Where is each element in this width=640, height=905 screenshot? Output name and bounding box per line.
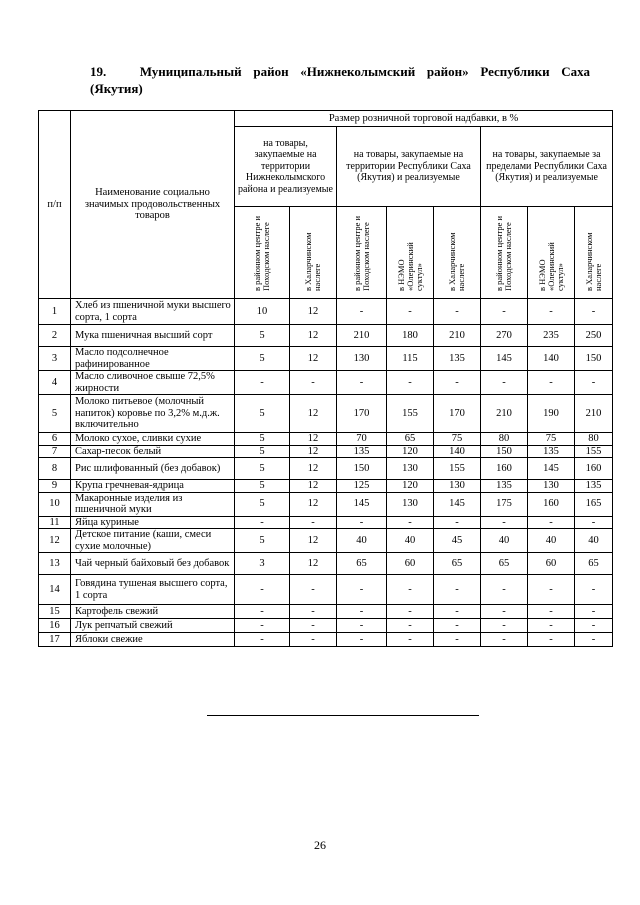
markup-value: - bbox=[337, 619, 387, 633]
product-name: Масло сливочное свыше 72,5% жирности bbox=[71, 371, 235, 395]
row-number: 8 bbox=[39, 458, 71, 480]
markup-value: 115 bbox=[387, 347, 434, 371]
product-name: Сахар-песок белый bbox=[71, 445, 235, 458]
product-name: Молоко питьевое (молочный напиток) коровье по 3,2% м.д.ж. включительно bbox=[71, 395, 235, 433]
markup-value: - bbox=[575, 299, 613, 325]
table-row bbox=[39, 605, 613, 619]
markup-value: - bbox=[235, 633, 290, 647]
markup-value: 5 bbox=[235, 445, 290, 458]
markup-value: - bbox=[481, 575, 528, 605]
subcol-header bbox=[235, 207, 290, 299]
subcol-header bbox=[434, 207, 481, 299]
markup-value: - bbox=[387, 575, 434, 605]
group-header-outside: на товары, закупаемые за пределами Республики Саха (Якутия) и реализуемые bbox=[481, 127, 613, 207]
row-number: 2 bbox=[39, 325, 71, 347]
markup-value: 40 bbox=[387, 529, 434, 553]
markup-value: 75 bbox=[434, 433, 481, 446]
markup-value: - bbox=[290, 575, 337, 605]
markup-value: - bbox=[575, 633, 613, 647]
subcol-header-label: в Халарчинском наслеге bbox=[303, 232, 322, 291]
markup-value: 150 bbox=[337, 458, 387, 480]
row-number: 10 bbox=[39, 492, 71, 516]
markup-value: 5 bbox=[235, 480, 290, 493]
markup-value: 160 bbox=[528, 492, 575, 516]
markup-value: 160 bbox=[575, 458, 613, 480]
markup-value: - bbox=[434, 371, 481, 395]
markup-value: - bbox=[528, 299, 575, 325]
heading-word: Муниципальный bbox=[139, 64, 242, 79]
markup-value: 130 bbox=[387, 458, 434, 480]
markup-value: - bbox=[337, 371, 387, 395]
markup-value: - bbox=[337, 516, 387, 529]
markup-value: 210 bbox=[481, 395, 528, 433]
markup-value: 65 bbox=[434, 553, 481, 575]
subcol-header bbox=[575, 207, 613, 299]
table-row bbox=[39, 553, 613, 575]
markup-value: - bbox=[434, 633, 481, 647]
markup-value: 145 bbox=[528, 458, 575, 480]
markup-value: 12 bbox=[290, 492, 337, 516]
markup-value: 65 bbox=[387, 433, 434, 446]
markup-value: 155 bbox=[387, 395, 434, 433]
table-row bbox=[39, 395, 613, 433]
markup-value: - bbox=[434, 299, 481, 325]
markup-value: 170 bbox=[337, 395, 387, 433]
subcol-header-label: в Халарчинском наслеге bbox=[583, 232, 603, 291]
markup-value: 140 bbox=[528, 347, 575, 371]
markup-value: - bbox=[481, 371, 528, 395]
heading-word: район» bbox=[426, 64, 469, 79]
markup-value: - bbox=[337, 633, 387, 647]
markup-value: - bbox=[481, 299, 528, 325]
table-row bbox=[39, 516, 613, 529]
table-row bbox=[39, 619, 613, 633]
markup-value: - bbox=[575, 516, 613, 529]
row-number: 11 bbox=[39, 516, 71, 529]
markup-value: 145 bbox=[481, 347, 528, 371]
row-number: 5 bbox=[39, 395, 71, 433]
product-name: Хлеб из пшеничной муки высшего сорта, 1 сорта bbox=[71, 299, 235, 325]
product-name: Крупа гречневая-ядрица bbox=[71, 480, 235, 493]
markup-value: 130 bbox=[337, 347, 387, 371]
product-name: Лук репчатый свежий bbox=[71, 619, 235, 633]
markup-value: - bbox=[481, 619, 528, 633]
table-row bbox=[39, 633, 613, 647]
markup-value: 270 bbox=[481, 325, 528, 347]
row-number: 17 bbox=[39, 633, 71, 647]
markup-value: - bbox=[528, 516, 575, 529]
subcol-header-label: в районном центре и Походском наслеге bbox=[351, 215, 371, 291]
markup-value: 155 bbox=[434, 458, 481, 480]
markup-value: 135 bbox=[434, 347, 481, 371]
markup-value: 12 bbox=[290, 480, 337, 493]
table-row bbox=[39, 480, 613, 493]
col-name-header: Наименование социально значимых продовольственных товаров bbox=[71, 111, 235, 299]
markup-value: 165 bbox=[575, 492, 613, 516]
markup-value: 12 bbox=[290, 299, 337, 325]
product-name: Говядина тушеная высшего сорта, 1 сорта bbox=[71, 575, 235, 605]
markup-value: - bbox=[290, 371, 337, 395]
subcol-header-label: в районном центре и Походском наслеге bbox=[252, 215, 271, 291]
markup-value: 150 bbox=[481, 445, 528, 458]
markup-value: 80 bbox=[575, 433, 613, 446]
markup-value: 120 bbox=[387, 445, 434, 458]
markup-value: 70 bbox=[337, 433, 387, 446]
markup-value: 65 bbox=[337, 553, 387, 575]
markup-value: 130 bbox=[434, 480, 481, 493]
markup-value: 180 bbox=[387, 325, 434, 347]
markup-value: 12 bbox=[290, 458, 337, 480]
markup-value: 3 bbox=[235, 553, 290, 575]
markup-value: 12 bbox=[290, 529, 337, 553]
row-number: 6 bbox=[39, 433, 71, 446]
row-number: 9 bbox=[39, 480, 71, 493]
markup-value: - bbox=[434, 619, 481, 633]
subcol-header-label: в районном центре и Походском наслеге bbox=[494, 215, 513, 291]
markup-value: - bbox=[528, 575, 575, 605]
markup-value: 130 bbox=[528, 480, 575, 493]
row-number: 3 bbox=[39, 347, 71, 371]
table-row bbox=[39, 325, 613, 347]
markup-value: 65 bbox=[481, 553, 528, 575]
markup-value: 40 bbox=[337, 529, 387, 553]
product-name: Детское питание (каши, смеси сухие молочные) bbox=[71, 529, 235, 553]
table-row bbox=[39, 492, 613, 516]
markup-value: 190 bbox=[528, 395, 575, 433]
markup-value: - bbox=[481, 633, 528, 647]
markup-value: 125 bbox=[337, 480, 387, 493]
markup-value: - bbox=[235, 605, 290, 619]
markup-value: 75 bbox=[528, 433, 575, 446]
markup-value: 5 bbox=[235, 529, 290, 553]
section-heading bbox=[90, 63, 590, 97]
markup-value: - bbox=[337, 605, 387, 619]
table-row bbox=[39, 529, 613, 553]
markup-value: 5 bbox=[235, 433, 290, 446]
markup-value: 5 bbox=[235, 347, 290, 371]
product-name: Рис шлифованный (без добавок) bbox=[71, 458, 235, 480]
markup-value: 145 bbox=[337, 492, 387, 516]
markup-value: - bbox=[434, 575, 481, 605]
markup-value: 130 bbox=[387, 492, 434, 516]
markup-value: - bbox=[235, 371, 290, 395]
markup-value: - bbox=[337, 299, 387, 325]
product-name: Чай черный байховый без добавок bbox=[71, 553, 235, 575]
markup-value: - bbox=[575, 371, 613, 395]
table-row bbox=[39, 445, 613, 458]
page-number: 26 bbox=[314, 838, 326, 852]
product-name: Яйца куриные bbox=[71, 516, 235, 529]
markup-value: 145 bbox=[434, 492, 481, 516]
markup-value: - bbox=[387, 605, 434, 619]
markup-value: - bbox=[528, 619, 575, 633]
subcol-header bbox=[290, 207, 337, 299]
markup-value: - bbox=[481, 605, 528, 619]
markup-value: - bbox=[290, 516, 337, 529]
subcol-header bbox=[337, 207, 387, 299]
markup-value: 40 bbox=[481, 529, 528, 553]
markup-value: 210 bbox=[337, 325, 387, 347]
markup-value: 135 bbox=[575, 480, 613, 493]
markup-value: - bbox=[575, 619, 613, 633]
subcol-header bbox=[387, 207, 434, 299]
markup-value: 12 bbox=[290, 553, 337, 575]
subcol-header bbox=[481, 207, 528, 299]
row-number: 13 bbox=[39, 553, 71, 575]
markup-value: 60 bbox=[528, 553, 575, 575]
markup-value: 235 bbox=[528, 325, 575, 347]
markup-value: - bbox=[387, 299, 434, 325]
page-divider bbox=[207, 715, 479, 716]
table-row bbox=[39, 347, 613, 371]
table-row bbox=[39, 433, 613, 446]
markup-value: 135 bbox=[337, 445, 387, 458]
markup-value: - bbox=[434, 605, 481, 619]
subcol-header bbox=[528, 207, 575, 299]
markup-value: 5 bbox=[235, 325, 290, 347]
section-heading-line2: (Якутия) bbox=[90, 81, 143, 96]
subcol-header-label: в НЭМО «Олеринский суктул» bbox=[395, 241, 424, 291]
markup-value: 155 bbox=[575, 445, 613, 458]
markup-value: 150 bbox=[575, 347, 613, 371]
markup-value: - bbox=[575, 575, 613, 605]
markup-value: 5 bbox=[235, 458, 290, 480]
markup-value: 12 bbox=[290, 445, 337, 458]
product-name: Мука пшеничная высший сорт bbox=[71, 325, 235, 347]
markup-value: 12 bbox=[290, 325, 337, 347]
markup-value: 5 bbox=[235, 492, 290, 516]
heading-word: «Нижнеколымский bbox=[300, 64, 416, 79]
markup-value: 5 bbox=[235, 395, 290, 433]
product-name: Молоко сухое, сливки сухие bbox=[71, 433, 235, 446]
markup-value: - bbox=[387, 371, 434, 395]
row-number: 14 bbox=[39, 575, 71, 605]
markup-value: 250 bbox=[575, 325, 613, 347]
markup-value: 140 bbox=[434, 445, 481, 458]
heading-word: район bbox=[253, 64, 289, 79]
markup-value: - bbox=[235, 516, 290, 529]
markup-value: - bbox=[528, 605, 575, 619]
markup-value: - bbox=[290, 633, 337, 647]
markup-value: 12 bbox=[290, 347, 337, 371]
markup-value: 210 bbox=[434, 325, 481, 347]
markup-table bbox=[38, 110, 613, 647]
col-index-header: п/п bbox=[39, 111, 71, 299]
row-number: 7 bbox=[39, 445, 71, 458]
markup-value: 170 bbox=[434, 395, 481, 433]
markup-value: - bbox=[337, 575, 387, 605]
markup-value: 210 bbox=[575, 395, 613, 433]
row-number: 12 bbox=[39, 529, 71, 553]
row-number: 4 bbox=[39, 371, 71, 395]
product-name: Масло подсолнечное рафинированное bbox=[71, 347, 235, 371]
product-name: Яблоки свежие bbox=[71, 633, 235, 647]
markup-value: 12 bbox=[290, 433, 337, 446]
table-row bbox=[39, 371, 613, 395]
markup-value: - bbox=[481, 516, 528, 529]
markup-value: - bbox=[387, 619, 434, 633]
markup-value: - bbox=[575, 605, 613, 619]
table-row bbox=[39, 575, 613, 605]
markup-value: 135 bbox=[481, 480, 528, 493]
group-header-republic: на товары, закупаемые на территории Республики Саха (Якутия) и реализуемые bbox=[337, 127, 481, 207]
row-number: 15 bbox=[39, 605, 71, 619]
product-name: Картофель свежий bbox=[71, 605, 235, 619]
markup-value: - bbox=[235, 575, 290, 605]
markup-header: Размер розничной торговой надбавки, в % bbox=[235, 111, 613, 127]
markup-value: 60 bbox=[387, 553, 434, 575]
markup-value: - bbox=[387, 516, 434, 529]
markup-value: - bbox=[528, 371, 575, 395]
heading-word: Саха bbox=[561, 64, 590, 79]
row-number: 1 bbox=[39, 299, 71, 325]
markup-value: - bbox=[235, 619, 290, 633]
row-number: 16 bbox=[39, 619, 71, 633]
group-header-local: на товары, закупаемые на территории Нижнеколымского района и реализуемые bbox=[235, 127, 337, 207]
heading-word: Республики bbox=[480, 64, 550, 79]
section-heading-line1 bbox=[90, 63, 590, 80]
markup-value: 40 bbox=[528, 529, 575, 553]
table-row bbox=[39, 299, 613, 325]
markup-value: - bbox=[528, 633, 575, 647]
markup-value: 10 bbox=[235, 299, 290, 325]
markup-value: 175 bbox=[481, 492, 528, 516]
subcol-header-label: в Халарчинском наслеге bbox=[447, 232, 466, 291]
markup-value: 45 bbox=[434, 529, 481, 553]
table-row bbox=[39, 458, 613, 480]
markup-value: 120 bbox=[387, 480, 434, 493]
markup-value: 80 bbox=[481, 433, 528, 446]
product-name: Макаронные изделия из пшеничной муки bbox=[71, 492, 235, 516]
markup-value: 135 bbox=[528, 445, 575, 458]
subcol-header-label: в НЭМО «Олеринский суктул» bbox=[536, 241, 565, 291]
markup-value: 65 bbox=[575, 553, 613, 575]
markup-value: - bbox=[290, 605, 337, 619]
markup-value: 40 bbox=[575, 529, 613, 553]
markup-value: - bbox=[290, 619, 337, 633]
markup-value: - bbox=[434, 516, 481, 529]
markup-value: 160 bbox=[481, 458, 528, 480]
section-number: 19. bbox=[90, 64, 107, 79]
markup-value: 12 bbox=[290, 395, 337, 433]
markup-value: - bbox=[387, 633, 434, 647]
